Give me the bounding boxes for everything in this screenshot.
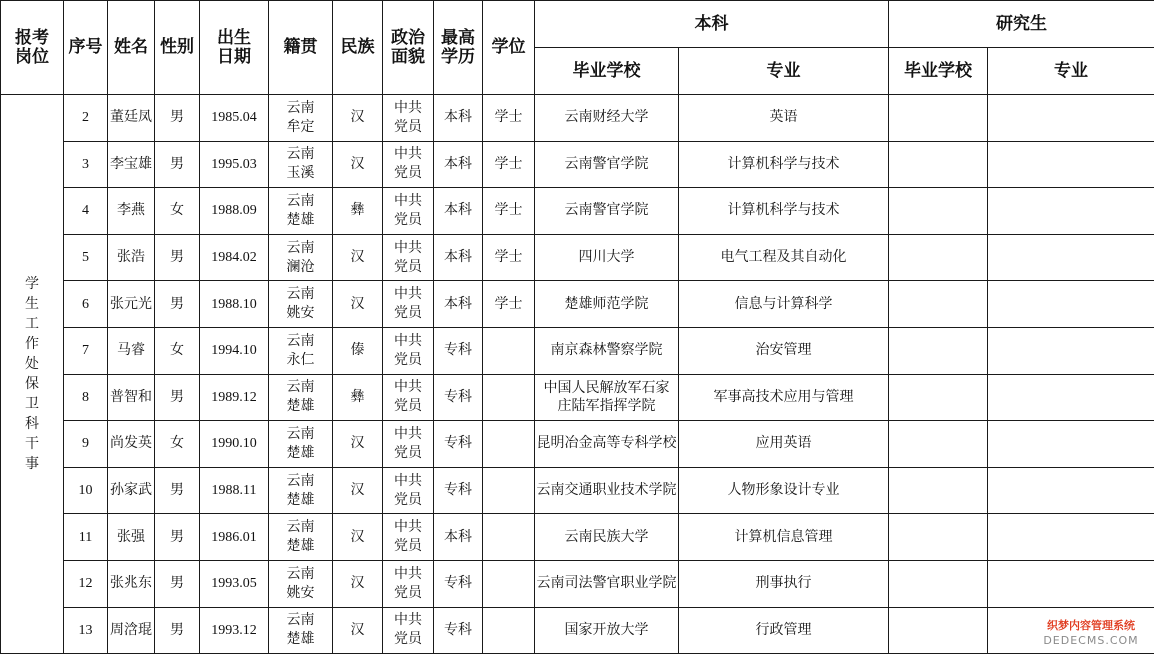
cell-degree (483, 327, 535, 374)
cell-education: 本科 (434, 188, 483, 235)
cell-ug-major: 信息与计算科学 (679, 281, 889, 328)
cell-name: 孙家武 (108, 467, 155, 514)
header-row-1 (1, 1, 1154, 48)
cell-ug-school: 云南司法警官职业学院 (535, 560, 679, 607)
cell-seq: 8 (64, 374, 108, 421)
cell-pg-major (988, 141, 1154, 188)
cell-origin: 云南玉溪 (269, 141, 333, 188)
cell-gender: 女 (155, 188, 200, 235)
cell-birth: 1988.11 (200, 467, 269, 514)
cell-birth: 1988.10 (200, 281, 269, 328)
cell-birth: 1995.03 (200, 141, 269, 188)
header-education: 最高学历 (434, 1, 483, 95)
cell-name: 普智和 (108, 374, 155, 421)
cell-pg-school (889, 281, 988, 328)
cell-political: 中共党员 (383, 421, 434, 468)
cell-political: 中共党员 (383, 514, 434, 561)
cell-education: 专科 (434, 607, 483, 654)
cell-gender: 男 (155, 560, 200, 607)
cell-pg-major (988, 560, 1154, 607)
cell-ethnicity: 彝 (333, 374, 383, 421)
cell-name: 董廷凤 (108, 95, 155, 142)
cell-origin: 云南楚雄 (269, 188, 333, 235)
header-ethnicity: 民族 (333, 1, 383, 95)
cell-ethnicity: 彝 (333, 188, 383, 235)
cell-gender: 男 (155, 281, 200, 328)
cell-pg-major (988, 421, 1154, 468)
cell-pg-school (889, 560, 988, 607)
cell-ug-school: 四川大学 (535, 234, 679, 281)
cell-seq: 6 (64, 281, 108, 328)
cell-origin: 云南姚安 (269, 560, 333, 607)
table-row (1, 188, 1154, 235)
cell-seq: 9 (64, 421, 108, 468)
cell-education: 专科 (434, 374, 483, 421)
cell-origin: 云南楚雄 (269, 607, 333, 654)
cell-ug-school: 中国人民解放军石家庄陆军指挥学院 (535, 374, 679, 421)
cell-education: 本科 (434, 514, 483, 561)
cell-education: 本科 (434, 95, 483, 142)
cell-pg-major (988, 188, 1154, 235)
cell-pg-school (889, 141, 988, 188)
cell-name: 尚发英 (108, 421, 155, 468)
cell-ug-school: 国家开放大学 (535, 607, 679, 654)
cell-gender: 女 (155, 327, 200, 374)
cell-ug-major: 应用英语 (679, 421, 889, 468)
cell-seq: 13 (64, 607, 108, 654)
cell-education: 本科 (434, 141, 483, 188)
cell-birth: 1990.10 (200, 421, 269, 468)
header-seq: 序号 (64, 1, 108, 95)
cell-political: 中共党员 (383, 188, 434, 235)
cell-ug-school: 云南交通职业技术学院 (535, 467, 679, 514)
cell-name: 张强 (108, 514, 155, 561)
header-ug-school: 毕业学校 (535, 48, 679, 95)
cell-ug-school: 楚雄师范学院 (535, 281, 679, 328)
cell-ug-major: 人物形象设计专业 (679, 467, 889, 514)
header-birth: 出生日期 (200, 1, 269, 95)
cell-ug-school: 云南警官学院 (535, 141, 679, 188)
cell-seq: 11 (64, 514, 108, 561)
cell-degree: 学士 (483, 141, 535, 188)
cell-degree (483, 514, 535, 561)
cell-ug-major: 英语 (679, 95, 889, 142)
header-pg-school: 毕业学校 (889, 48, 988, 95)
table-row (1, 560, 1154, 607)
table-row (1, 281, 1154, 328)
cell-ug-school: 云南民族大学 (535, 514, 679, 561)
cell-name: 张兆东 (108, 560, 155, 607)
header-name: 姓名 (108, 1, 155, 95)
table-row (1, 95, 1154, 142)
cell-degree (483, 607, 535, 654)
table-row (1, 421, 1154, 468)
cell-ug-major: 行政管理 (679, 607, 889, 654)
cell-gender: 男 (155, 467, 200, 514)
cell-degree (483, 421, 535, 468)
cell-pg-school (889, 327, 988, 374)
cell-degree: 学士 (483, 281, 535, 328)
cell-pg-school (889, 374, 988, 421)
cell-ug-major: 治安管理 (679, 327, 889, 374)
cell-name: 周浛琨 (108, 607, 155, 654)
cell-origin: 云南楚雄 (269, 421, 333, 468)
cell-political: 中共党员 (383, 560, 434, 607)
cell-ethnicity: 汉 (333, 560, 383, 607)
cell-ug-school: 南京森林警察学院 (535, 327, 679, 374)
cell-gender: 男 (155, 234, 200, 281)
cell-ug-major: 电气工程及其自动化 (679, 234, 889, 281)
cell-education: 专科 (434, 421, 483, 468)
header-gender: 性别 (155, 1, 200, 95)
header-pg-major: 专业 (988, 48, 1154, 95)
cell-ug-school: 昆明冶金高等专科学校 (535, 421, 679, 468)
cell-ethnicity: 汉 (333, 141, 383, 188)
cell-seq: 2 (64, 95, 108, 142)
cell-gender: 男 (155, 95, 200, 142)
cell-pg-school (889, 95, 988, 142)
table-row (1, 514, 1154, 561)
cell-pg-major (988, 327, 1154, 374)
cell-ethnicity: 傣 (333, 327, 383, 374)
header-political: 政治面貌 (383, 1, 434, 95)
cell-education: 专科 (434, 467, 483, 514)
table-row (1, 327, 1154, 374)
cell-ug-major: 计算机科学与技术 (679, 141, 889, 188)
cell-pg-school (889, 607, 988, 654)
header-origin: 籍贯 (269, 1, 333, 95)
cell-pg-school (889, 421, 988, 468)
cell-pg-major (988, 281, 1154, 328)
cell-gender: 男 (155, 374, 200, 421)
table-row (1, 607, 1154, 654)
cell-pg-major (988, 374, 1154, 421)
cell-origin: 云南姚安 (269, 281, 333, 328)
cell-education: 专科 (434, 327, 483, 374)
cell-gender: 男 (155, 607, 200, 654)
cell-ethnicity: 汉 (333, 607, 383, 654)
cell-ug-school: 云南警官学院 (535, 188, 679, 235)
header-graduate: 研究生 (889, 1, 1154, 48)
cell-political: 中共党员 (383, 281, 434, 328)
cell-political: 中共党员 (383, 607, 434, 654)
cell-political: 中共党员 (383, 374, 434, 421)
cell-political: 中共党员 (383, 141, 434, 188)
cell-birth: 1989.12 (200, 374, 269, 421)
cell-origin: 云南楚雄 (269, 467, 333, 514)
cell-birth: 1985.04 (200, 95, 269, 142)
cell-birth: 1993.05 (200, 560, 269, 607)
cell-gender: 男 (155, 514, 200, 561)
cell-seq: 5 (64, 234, 108, 281)
cell-pg-major (988, 234, 1154, 281)
cell-pg-school (889, 188, 988, 235)
cell-ethnicity: 汉 (333, 281, 383, 328)
cell-origin: 云南楚雄 (269, 514, 333, 561)
cell-education: 专科 (434, 560, 483, 607)
table-row (1, 467, 1154, 514)
cell-degree (483, 560, 535, 607)
watermark-line-2: DEDECMS.COM (1043, 634, 1139, 647)
cell-political: 中共党员 (383, 234, 434, 281)
cell-degree: 学士 (483, 188, 535, 235)
cell-ethnicity: 汉 (333, 95, 383, 142)
cell-pg-major (988, 514, 1154, 561)
cell-gender: 男 (155, 141, 200, 188)
cell-seq: 4 (64, 188, 108, 235)
cell-ug-major: 计算机科学与技术 (679, 188, 889, 235)
cell-degree: 学士 (483, 95, 535, 142)
cell-pg-school (889, 467, 988, 514)
watermark-line-1: 织梦内容管理系统 (1047, 619, 1135, 632)
header-position: 报考岗位 (1, 1, 64, 95)
cell-ethnicity: 汉 (333, 467, 383, 514)
header-degree: 学位 (483, 1, 535, 95)
cell-ethnicity: 汉 (333, 234, 383, 281)
position-cell: 学生工作处保卫科干事 (1, 95, 64, 654)
cell-ug-major: 计算机信息管理 (679, 514, 889, 561)
cell-political: 中共党员 (383, 467, 434, 514)
cell-seq: 3 (64, 141, 108, 188)
cell-birth: 1993.12 (200, 607, 269, 654)
watermark-logo (1032, 618, 1150, 652)
cell-birth: 1988.09 (200, 188, 269, 235)
cell-ethnicity: 汉 (333, 514, 383, 561)
header-ug-major: 专业 (679, 48, 889, 95)
table-row (1, 234, 1154, 281)
cell-seq: 7 (64, 327, 108, 374)
cell-degree (483, 467, 535, 514)
table-row (1, 141, 1154, 188)
cell-pg-major (988, 95, 1154, 142)
cell-degree (483, 374, 535, 421)
table-row (1, 374, 1154, 421)
table-body (1, 95, 1154, 654)
cell-gender: 女 (155, 421, 200, 468)
cell-name: 张元光 (108, 281, 155, 328)
cell-education: 本科 (434, 281, 483, 328)
cell-origin: 云南澜沧 (269, 234, 333, 281)
cell-birth: 1994.10 (200, 327, 269, 374)
cell-seq: 10 (64, 467, 108, 514)
cell-education: 本科 (434, 234, 483, 281)
cell-birth: 1986.01 (200, 514, 269, 561)
cell-ug-school: 云南财经大学 (535, 95, 679, 142)
cell-degree: 学士 (483, 234, 535, 281)
cell-political: 中共党员 (383, 95, 434, 142)
cell-ethnicity: 汉 (333, 421, 383, 468)
cell-pg-major (988, 467, 1154, 514)
cell-ug-major: 军事高技术应用与管理 (679, 374, 889, 421)
cell-ug-major: 刑事执行 (679, 560, 889, 607)
cell-political: 中共党员 (383, 327, 434, 374)
cell-origin: 云南永仁 (269, 327, 333, 374)
cell-pg-school (889, 514, 988, 561)
cell-name: 李燕 (108, 188, 155, 235)
cell-pg-school (889, 234, 988, 281)
cell-origin: 云南楚雄 (269, 374, 333, 421)
cell-origin: 云南牟定 (269, 95, 333, 142)
cell-name: 马睿 (108, 327, 155, 374)
cell-name: 张浩 (108, 234, 155, 281)
cell-seq: 12 (64, 560, 108, 607)
cell-birth: 1984.02 (200, 234, 269, 281)
header-undergrad: 本科 (535, 1, 889, 48)
cell-name: 李宝雄 (108, 141, 155, 188)
